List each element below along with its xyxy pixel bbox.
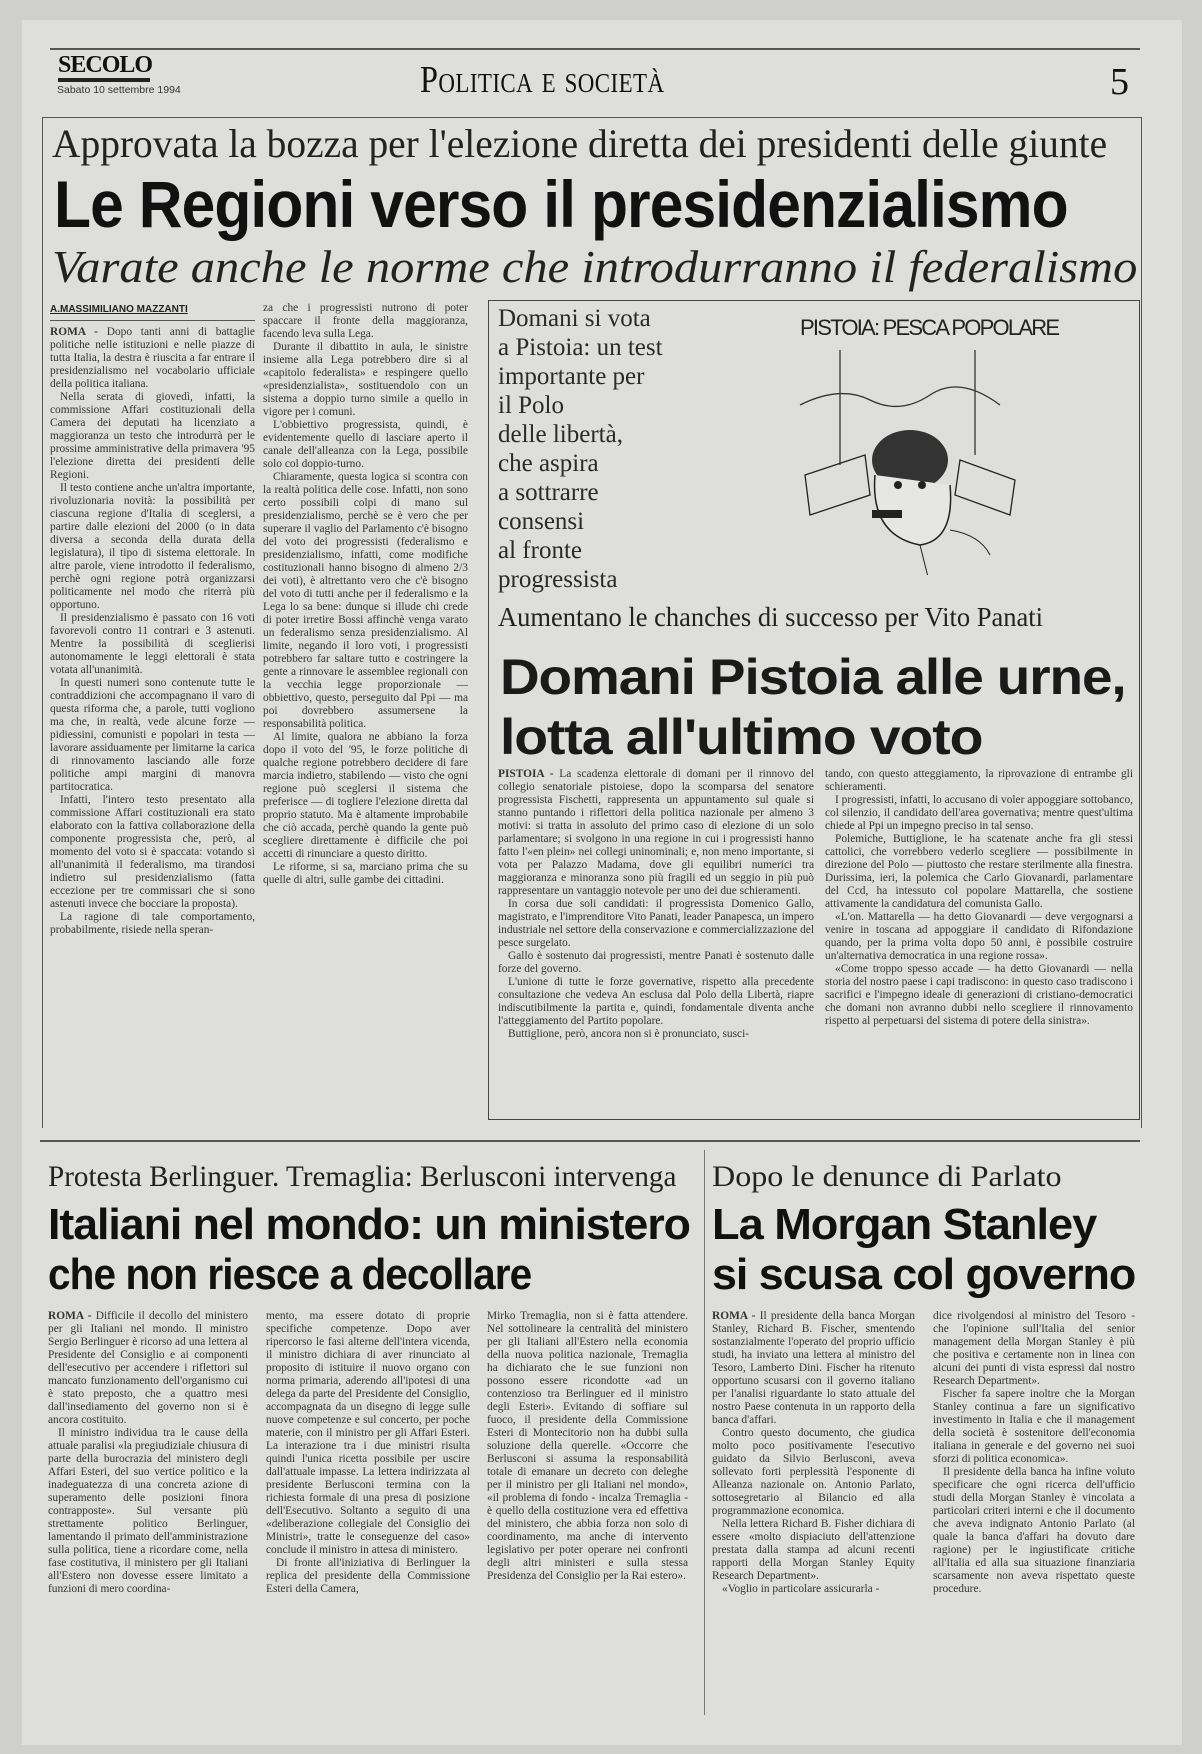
pistoia-headline-line: lotta all'ultimo voto (500, 709, 983, 765)
kicker-box (52, 120, 1107, 167)
paragraph: za che i progressisti nutrono di poter spaccare il fronte della maggioranza, facendo leva sulla Lega. (263, 302, 468, 340)
dateline: ROMA - (50, 326, 107, 338)
paragraph: Di fronte all'iniziativa di Berlinguer la replica del presidente della Commissione Esteri della Camera, (266, 1557, 470, 1595)
dateline: PISTOIA - (498, 768, 560, 780)
pistoia-teaser (498, 304, 663, 594)
morgan-kicker-box (712, 1160, 1062, 1194)
morgan-headline-box-2 (712, 1250, 1135, 1300)
main-subheadline: Varate anche le norme che introdurranno il federalismo (52, 241, 1138, 292)
paragraph: La ragione di tale comportamento, probabilmente, risiede nella speran- (50, 911, 255, 936)
morgan-headline-line: La Morgan Stanley (712, 1200, 1097, 1249)
teaser-line: progressista (498, 566, 618, 593)
paragraph: Il presidente della banca ha infine voluto specificare che ogni ricerca dell'ufficio studi della Morgan Stanley è vincolata a particolari criteri interni e che il documento che aveva indignato Antonio Parlato (al quale la banca d'affari ha dovuto dare ragione) per le ingiustificate critiche all'Italia ed alla sua situazione finanziaria scarsamente non aveva rispettato queste procedure. (933, 1466, 1135, 1595)
paragraph: «Come troppo spesso accade — ha detto Giovanardi — nella storia del nostro paese i capi tradiscono: in questo caso tradiscono i sacrifici e l'impegno ideale di generazioni di cristiano-democratici che domani non avranno dubbi nello scegliere il rinnovamento rispetto al perpetuarsi del sistema di potere della sinistra». (825, 963, 1133, 1027)
paragraph: L'obbiettivo progressista, quindi, è evidentemente quello di lasciare aperto il canale dell'alleanza con la Lega, possibile solo col doppio-turno. (263, 419, 468, 470)
paragraph (50, 326, 255, 391)
pistoia-column-1 (498, 768, 814, 1113)
section-divider (40, 1140, 1140, 1142)
paragraph-text: La scadenza elettorale di domani per il rinnovo del collegio senatoriale pistoiese, dopo la scomparsa del senatore progressista Fischetti, rappresenta un appuntamento sul quale si stanno puntando i riflettori della politica nazionale per almeno 3 motivi: si tratta in assoluto del primo caso di elezione di un solo parlamentare; si svolgono in una regione in cui i progressisti hanno fatto l'«en plein» nei collegi uninominali; e, non meno importante, si vota per Palazzo Madama, dove gli equilibri numerici tra maggioranza e minoranza sono più fragili ed un seggio in più può rappresentare un vantaggio notevole per uno dei due schieramenti. (498, 768, 814, 897)
byline-rule (50, 320, 255, 321)
section-title: Politica e società (420, 59, 665, 101)
paragraph-text: Difficile il decollo del ministero per gli Italiani nel mondo. Il ministro Sergio Berlinguer è ricorso ad una lettera al Presidente del Consiglio e ai componenti dell'esecutivo per accendere i riflettori sul mancato funzionamento dell'organismo cui è stato preposto, che a quattro mesi dall'insediamento del governo non si è ancora costituito. (48, 1310, 248, 1426)
pistoia-kicker: Aumentano le chanches di successo per Vito Panati (498, 602, 1043, 632)
headline-box (54, 166, 1068, 242)
cartoon-caption: PISTOIA: PESCA POPOLARE (800, 315, 1060, 340)
berlinguer-headline-line: Italiani nel mondo: un ministero (48, 1200, 690, 1249)
berlinguer-headline-box-1 (48, 1200, 690, 1250)
paragraph: I progressisti, infatti, lo accusano di voler appoggiare sottobanco, col silenzio, il candidato dell'area governativa; mentre quest'ultima chiede al Ppi un impegno preciso in tal senso. (825, 794, 1133, 832)
teaser-line: al fronte (498, 537, 582, 564)
paragraph: Infatti, l'intero testo presentato alla commissione Affari costituzionali era stato elaborato con la fattiva collaborazione della componente progressista che, però, al momento del voto si è spaccata: votando sì all'unanimità il federalismo, ma tirandosi indietro sul presidenzialismo (fatta eccezione per tre commissari che si sono astenuti invece che bocciare la proposta). (50, 794, 255, 910)
paragraph: mento, ma essere dotato di proprie specifiche competenze. Dopo aver ripercorso le fasi alterne dell'intera vicenda, il ministro dichiara di aver rinunciato al proposito di istituire il nuovo organo con norma primaria, aderendo all'ipotesi di una delega da parte del Presidente del Consiglio, accompagnata da un disegno di legge sulle nuove competenze e sul concerto, per poche materie, con il ministro per gli Affari Esteri. La interazione tra i due ministri risulta quindi l'unica ricetta possibile per uscire dall'attuale impasse. La lettera indirizzata al presidente Berlusconi termina con la richiesta formale di una presa di posizione dell'Esecutivo. Soltanto a seguito di una «deliberazione collegiale del Consiglio dei Ministri», tratte le conseguenze del caso» conclude il ministro in attesa di ministero. (266, 1310, 470, 1556)
paragraph: dice rivolgendosi al ministro del Tesoro - che l'opinione sull'Italia del senior management della Morgan Stanley è più che positiva e certamente non in linea con alcuni dei punti di vista espressi dal nostro Research Department». (933, 1310, 1135, 1387)
paragraph: Contro questo documento, che giudica molto poco positivamente l'esecutivo guidato da Silvio Berlusconi, aveva sollevato forti perplessità l'esponente di Alleanza nazionale on. Antonio Parlato, sottosegretario al Bilancio ed alla programmazione economica. (712, 1427, 915, 1517)
teaser-line: Domani si vota (498, 305, 651, 332)
paragraph: Fischer fa sapere inoltre che la Morgan Stanley continua a fare un significativo investimento in Italia e che il management della società è sostenitore dell'economia italiana in generale e del governo nei suoi sforzi di politica economica». (933, 1388, 1135, 1465)
paragraph: «Voglio in particolare assicurarla - (722, 1583, 880, 1595)
paragraph: Il presidenzialismo è passato con 16 voti favorevoli contro 11 contrari e 3 astenuti. Mentre la possibilità di sceglierisi autonomamente le leggi elettorali è stata votata all'unanimità. (50, 612, 255, 676)
top-rule (50, 48, 1140, 50)
paragraph (48, 1310, 248, 1427)
paragraph: Il testo contiene anche un'altra importante, rivoluzionaria novità: la possibilità per ciascuna regione d'Italia di sceglersi, a partire dalle elezioni del 2000 (o in data diversa a seconda della durata della legislatura), il tipo di sistema elettorale. In altre parole, viene introdotto il federalismo, perchè ogni regione potrà organizzarsi politicamente nel modo che riterrà più opportuno. (50, 482, 255, 611)
teaser-line: delle libertà, (498, 421, 623, 448)
page-number: 5 (1110, 61, 1129, 103)
paragraph-text: Il presidente della banca Morgan Stanley, Richard B. Fischer, smentendo sostanzialmente l'operato del proprio ufficio studi, ha inviato una lettera al ministro del Tesoro, Lamberto Dini. Fischer ha ritenuto opportuno scusarsi con il governo italiano per l'analisi riguardante lo stato attuale del nostro Paese contenuta in un rapporto della banca d'affari. (712, 1310, 915, 1426)
berlinguer-column-2 (266, 1310, 470, 1715)
paragraph: Durante il dibattito in aula, le sinistre insieme alla Lega potrebbero dire sì al «capitolo federalista» e respingere quello «presidenzialista», sostituendolo con un sistema a doppio turno simile a quello in vigore per i comuni. (263, 341, 468, 418)
morgan-headline-line: si scusa col governo (712, 1250, 1136, 1299)
subheadline-box (52, 240, 1137, 293)
paragraph: tando, con questo atteggiamento, la riprovazione di entrambe gli schieramenti. (825, 768, 1133, 793)
main-kicker: Approvata la bozza per l'elezione diretta dei presidenti delle giunte (52, 121, 1108, 166)
pistoia-headline-line: Domani Pistoia alle urne, (500, 649, 1126, 705)
fish-caricature (872, 430, 990, 575)
paragraph: Nella serata di giovedì, infatti, la commissione Affari costituzionali della Camera dei deputati ha licenziato a maggioranza un testo che introdurrà per le prossime amministrative della primavera '95 l'elezione diretta dei presidenti delle Regioni. (50, 391, 255, 481)
byline: A.MASSIMILIANO MAZZANTI (50, 304, 188, 315)
morgan-kicker: Dopo le denunce di Parlato (712, 1160, 1062, 1193)
paragraph: Gallo è sostenuto dai progressisti, mentre Panati è sostenuto dalle forze del governo. (498, 950, 814, 975)
paragraph: Polemiche, Buttiglione, le ha scatenate anche fra gli stessi cattolici, che vorrebbero vederlo scegliere — possibilmente in direzione del Polo — piuttosto che restare sterilmente alla finestra. Durissima, ieri, la polemica che Carlo Giovanardi, parlamentare del Ccd, ha intessuto col popolare Mattarella, che sostiene attivamente la candidatura del comunista Gallo. (825, 833, 1133, 910)
berlinguer-headline-line: che non riesce a decollare (48, 1250, 532, 1299)
paragraph: Nella lettera Richard B. Fisher dichiara di essere «molto dispiaciuto dell'attenzione prestata dalla stampa ad alcuni recenti rapporti della Morgan Stanley Equity Research Department». (712, 1518, 915, 1582)
morgan-column-1 (712, 1310, 915, 1715)
paragraph: Il ministro individua tra le cause della attuale paralisi «la pregiudiziale chiusura di parte della burocrazia del ministero degli Affari Esteri, del suo vertice politico e la inadeguatezza di una concreta azione di superamento delle posizioni finora contrapposte». Sul versante più strettamente politico Berlinguer, lamentando il primato dell'amministrazione sulla politica, tiene a ricordare come, nella fase costitutiva, il ministero per gli Italiani all'Estero non dovesse essere limitato a funzioni di mero coordina- (48, 1427, 248, 1595)
paragraph: «L'on. Mattarella — ha detto Giovanardi — deve vergognarsi a venire in toscana ad appoggiare il candidato di Rifondazione quando, per la prima volta dopo 50 anni, è possibile costruire un'alternativa democratica in una regione rossa». (825, 911, 1133, 962)
pistoia-kicker-box (498, 602, 1043, 633)
dateline: ROMA - (48, 1310, 96, 1322)
issue-date: Sabato 10 settembre 1994 (57, 84, 181, 96)
teaser-line: il Polo (498, 392, 564, 419)
berlinguer-kicker: Protesta Berlinguer. Tremaglia: Berlusconi intervenga (48, 1160, 677, 1193)
political-cartoon (780, 305, 1120, 575)
paragraph: In questi numeri sono contenute tutte le contraddizioni che accompagnano il varo di questa riforma che, a parole, tutti vogliono ma che, in realtà, vede alcune forze — pidiessini, comunisti e popolari in testa — lavorare assiduamente per limitarne la carica di rinnovamento lasciando alle forze politiche ampi margini di manovra partitocratica. (50, 677, 255, 793)
teaser-line: importante per (498, 363, 645, 390)
pistoia-headline-box-1 (500, 648, 1126, 706)
dateline: ROMA - (712, 1310, 760, 1322)
teaser-line: a sottrarre (498, 479, 599, 506)
paragraph: Chiaramente, questa logica si scontra con la realtà politica delle cose. Infatti, non sono certo possibili colpi di mano sul presidenzialismo, perchè se è vero che per superare il vaglio del Parlamento c'è bisogno del voto dei progressisti (federalismo e presidenzialismo, infatti, come modifiche costituzionali hanno bisogno di almeno 2/3 dei voti), è altrettanto vero che c'è bisogno del voto di tutti anche per il federalismo e la Lega lo sa bene: dunque si illude chi crede di poter irretire Bossi affinchè venga varato un federalismo senza presidenzialismo. Al limite, negando il loro voti, i progressisti potrebbero far saltare tutto e costringere la gente a rinnovare le assemblee regionali con la vecchia legge proporzionale — obbiettivo, questo, perseguito dal Ppi — ma poi dovrebbero assumersene la responsabilità politica. (263, 471, 468, 730)
paper-name: SECOLO (58, 52, 153, 78)
paragraph: Al limite, qualora ne abbiano la forza dopo il voto del '95, le forze politiche di qualche regione potrebbero decidere di fare marcia indietro, stabilendo — visto che ogni regione può sceglersi il sistema che preferisce — di togliere l'elezione diretta dal proprio statuto. Ma è altamente improbabile che ciò accada, perchè quando la gente può scegliere direttamente è difficile che poi accetti di rinunciare a questo diritto. (263, 731, 468, 860)
main-article-column-1 (50, 326, 255, 1102)
paragraph (712, 1310, 915, 1427)
paragraph-text: Dopo tanti anni di battaglie politiche nelle istituzioni e nelle piazze di tutta Italia, la destra è riuscita a far entrare il presidenzialismo nel vocabolario ufficiale della politica italiana. (50, 326, 255, 390)
main-article-column-2 (263, 302, 468, 1102)
paragraph: In corsa due soli candidati: il progressista Domenico Gallo, magistrato, e l'imprenditore Vito Panati, leader Panapesca, un impero industriale nel settore della conservazione e commercializzazione del pesce surgelato. (498, 898, 814, 949)
pistoia-column-2 (825, 768, 1133, 1113)
berlinguer-column-1 (48, 1310, 248, 1715)
berlinguer-headline-box-2 (48, 1250, 531, 1300)
teaser-line: che aspira (498, 450, 599, 477)
berlinguer-column-3 (487, 1310, 688, 1715)
teaser-line: consensi (498, 508, 585, 535)
pistoia-headline-box-2 (500, 708, 982, 766)
paragraph: L'unione di tutte le forze governative, rispetto alla precedente consultazione che vedeva An esclusa dal Polo della Libertà, riapre indiscutibilmente la partita e, quindi, fondamentale diventa anche l'atteggiamento del Partito popolare. (498, 976, 814, 1027)
morgan-headline-box-1 (712, 1200, 1096, 1250)
main-headline: Le Regioni verso il presidenzialismo (54, 167, 1068, 241)
column-divider (704, 1150, 705, 1715)
logo-bar (58, 78, 150, 82)
paragraph: Buttiglione, però, ancora non si è pronunciato, susci- (508, 1028, 750, 1040)
teaser-line: a Pistoia: un test (498, 334, 663, 361)
paragraph (498, 768, 814, 898)
berlinguer-kicker-box (48, 1160, 676, 1194)
paragraph: Mirko Tremaglia, non si è fatta attendere. Nel sottolineare la centralità del ministero per gli Italiani all'Estero nella economia della nuova politica nazionale, Tremaglia ha dichiarato che le sue funzioni non possono essere ricondotte «ad un contenzioso tra Berlinguer ed il ministro degli Esteri». Evitando di soffiare sul fuoco, il presidente della Commissione Esteri di Montecitorio non ha dubbi sulla soluzione della querelle. «Occorre che Berlusconi si assuma la responsabilità totale di emanare un decreto con deleghe per il ministro per gli Italiani nel mondo», «il problema di fondo - incalza Tremaglia - è quello della costituzione vera ed effettiva del ministero, che abbia forza non solo di coordinamento, ma anche di intervento legislativo per poter operare nei confronti degli altri ministeri e sulla stessa Presidenza del Consiglio per la Rai estero». (487, 1310, 688, 1582)
morgan-column-2 (933, 1310, 1135, 1715)
paragraph: Le riforme, si sa, marciano prima che su quelle di altri, sulle gambe dei cittadini. (263, 861, 468, 886)
